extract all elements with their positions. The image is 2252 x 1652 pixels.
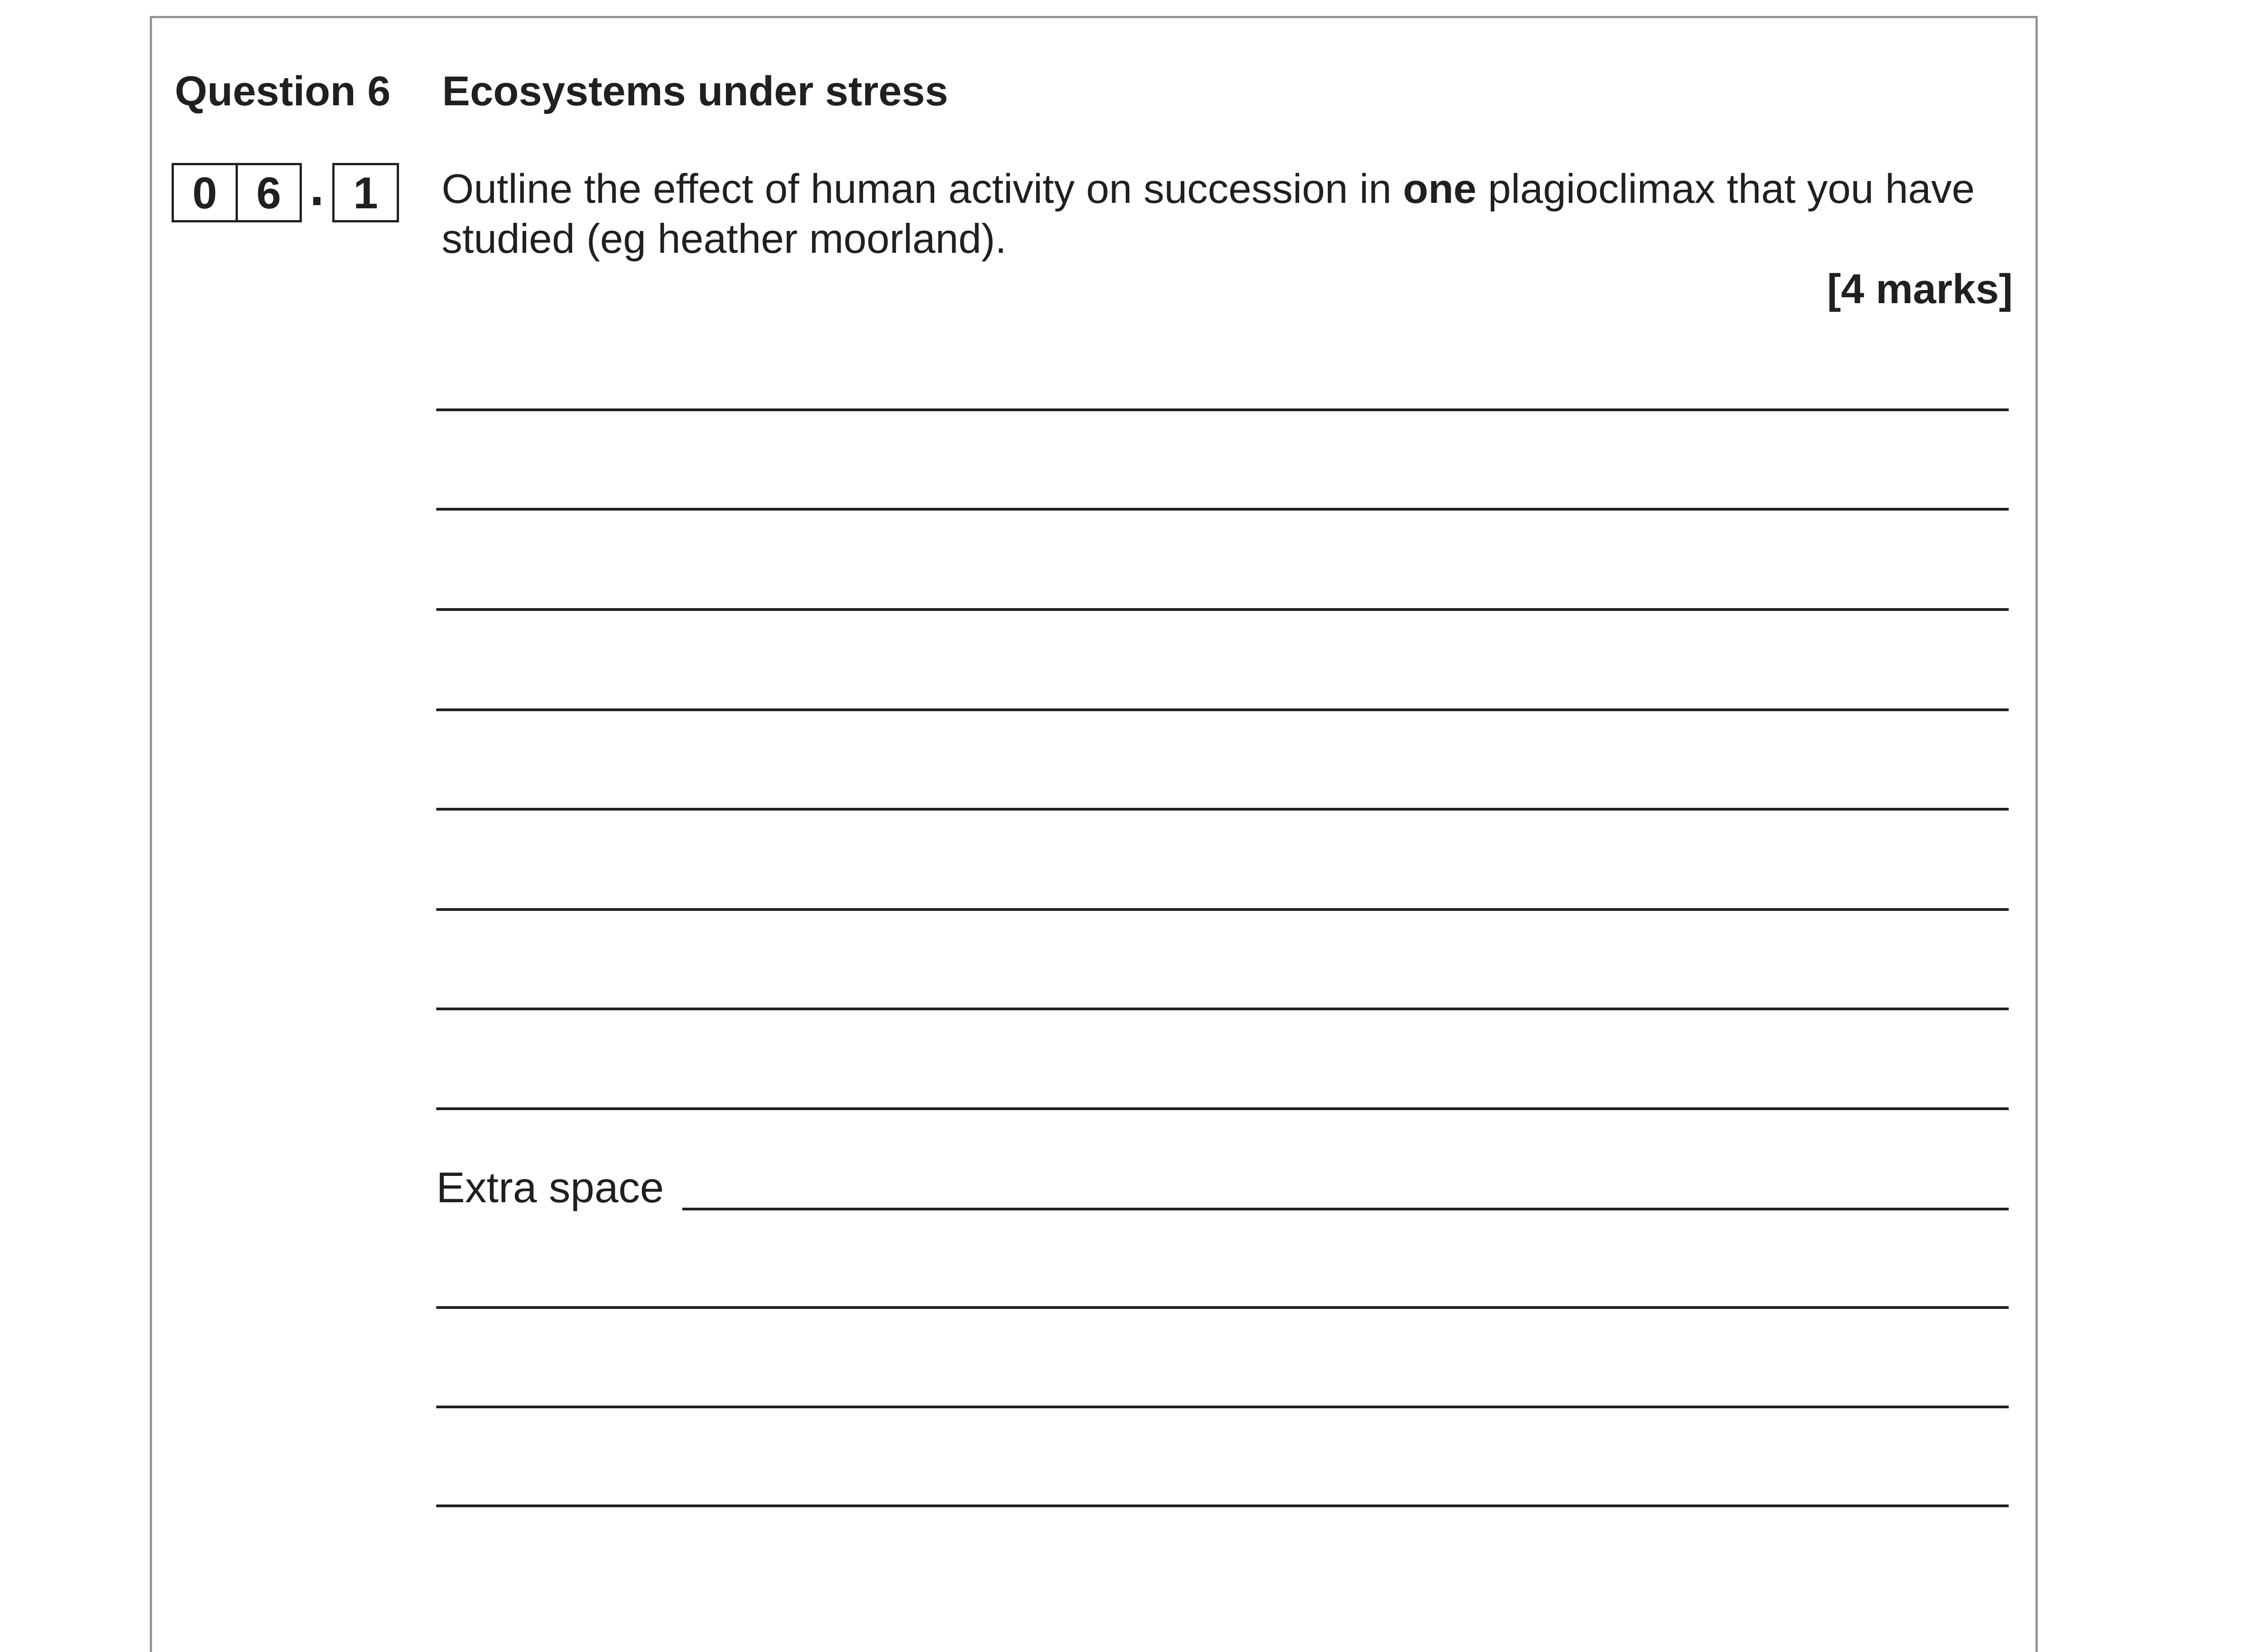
question-number-separator-dot [313,197,320,205]
prompt-text-start: Outline the effect of human activity on succession in [442,166,1403,212]
answer-line[interactable] [436,408,2009,411]
answer-line[interactable] [436,608,2009,611]
answer-line[interactable] [436,808,2009,811]
extra-answer-line[interactable] [436,1504,2009,1507]
question-title: Ecosystems under stress [442,68,948,114]
marks-allocation: [4 marks] [1827,266,2013,312]
question-part-box [332,163,399,222]
extra-answer-line[interactable] [436,1306,2009,1309]
answer-line[interactable] [436,1008,2009,1010]
extra-answer-line[interactable] [682,1208,2009,1210]
question-label: Question 6 [175,68,391,114]
extra-space-label: Extra space [436,1164,664,1212]
question-prompt [442,164,2003,264]
question-number-digit-1: 0 [192,167,217,218]
answer-line[interactable] [436,1107,2009,1110]
question-number-boxes [172,163,302,222]
answer-line[interactable] [436,708,2009,711]
extra-answer-line[interactable] [436,1406,2009,1408]
question-number-digit-2: 6 [236,165,300,220]
prompt-text-end: plagioclimax that you have studied (eg heather moorland). [442,166,1975,262]
question-part-digit: 1 [353,167,378,218]
answer-line[interactable] [436,908,2009,911]
prompt-emphasis: one [1403,166,1477,212]
answer-line[interactable] [436,508,2009,511]
